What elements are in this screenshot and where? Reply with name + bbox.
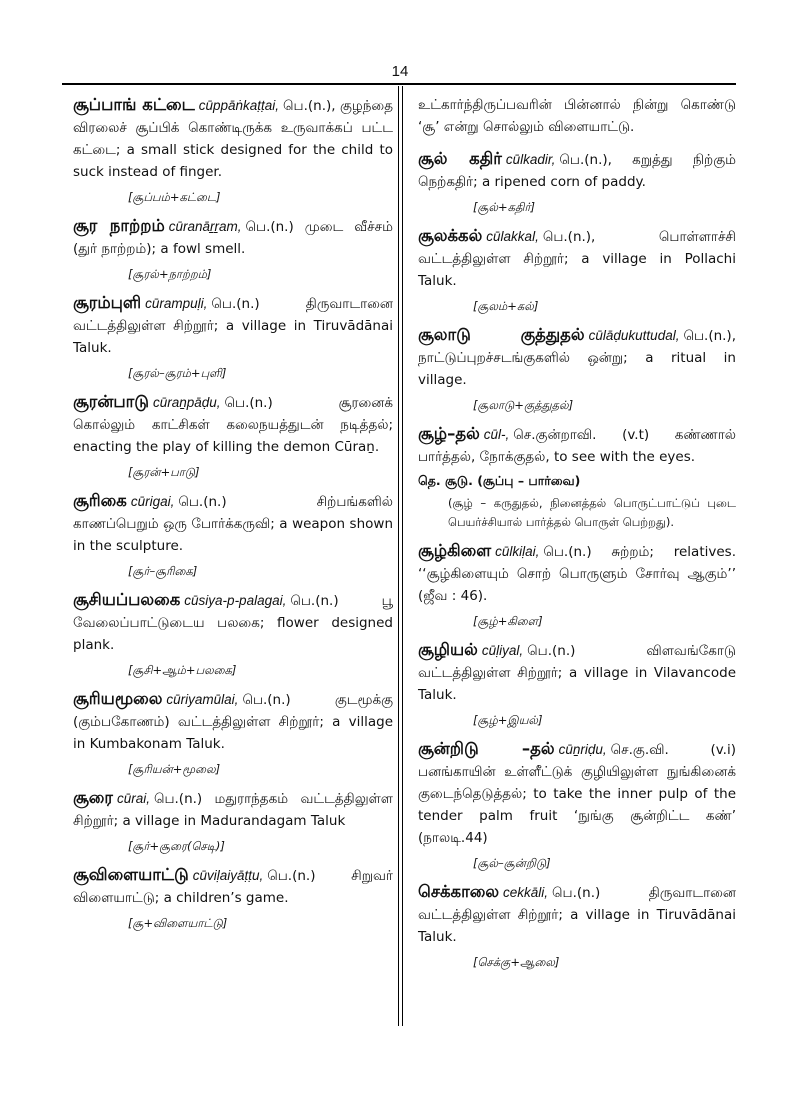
entry-transliteration: cūl-,	[483, 427, 510, 442]
entry-transliteration: cūviḷaiyāṭṭu,	[192, 868, 264, 883]
dictionary-entry	[73, 215, 393, 282]
entry-headword: சூரிகை	[73, 491, 127, 510]
entry-definition: செ.கு.வி. (v.i) பனங்காயின் உள்ளீட்டுக் குழியிலுள்ள நுங்கினைக் குடைந்தெடுத்தல்; to take the inner pulp of the tender palm fruit ‘நுங்கு சூன்றிட்ட கண்’ (நாலடி.44)	[418, 742, 736, 846]
header-rule	[62, 83, 736, 85]
entry-definition: பெ.(n.), குழந்தை விரலைச் சூப்பிக் கொண்டிருக்க உருவாக்கப் பட்ட கட்டை; a small stick designed for the child to suck instead of finger.	[73, 98, 393, 180]
entry-derivation: [சூழ்+கிளை]	[473, 614, 543, 628]
dictionary-entry-continued	[418, 94, 736, 148]
dictionary-entry	[73, 787, 393, 854]
entry-definition: பெ.(n.), நாட்டுப்புறச்சடங்குகளில் ஒன்று; a ritual in village.	[418, 328, 736, 388]
entry-definition: பெ.(n.) பூ வேலைப்பாட்டுடைய பலகை; flower designed plank.	[73, 593, 393, 653]
entry-transliteration: cūlkadir,	[505, 152, 556, 167]
entry-derivation: [சூர்–சூரிகை]	[128, 564, 198, 578]
dictionary-entry	[73, 490, 393, 579]
entry-headword: சூழியல்	[418, 640, 478, 659]
entry-headword: சூசியப்பலகை	[73, 590, 181, 609]
entry-definition: பெ.(n.) மதுராந்தகம் வட்டத்திலுள்ள சிற்றூர்; a village in Madurandagam Taluk	[73, 791, 393, 829]
entry-derivation: [சூரியன்+மூலை]	[128, 762, 221, 776]
entry-definition: பெ.(n.) சூரனைக் கொல்லும் காட்சிகள் கலைநயத்துடன் நடித்தல்; enacting the play of killing the demon Cūraṉ.	[73, 395, 393, 455]
column-divider	[398, 86, 403, 1026]
dictionary-entry	[418, 881, 736, 970]
entry-etymology-note: (சூழ் – கருதுதல், நினைத்தல் பொருட்பாட்டுப் புடை பெயர்ச்சியால் பார்த்தல் பொருள் பெற்றது).	[448, 496, 736, 529]
entry-transliteration: cekkāli,	[503, 885, 549, 900]
entry-definition: பெ.(n.) திருவாடானை வட்டத்திலுள்ள சிற்றூர்; a village in Tiruvādānai Taluk.	[418, 885, 736, 945]
entry-derivation: [சூழ்+இயல்]	[473, 713, 543, 727]
entry-transliteration: cūranāṟṟam,	[168, 219, 242, 234]
entry-headword: செக்காலை	[418, 882, 500, 901]
entry-derivation: [சூர்+சூரை(செடி)]	[128, 839, 225, 853]
entry-transliteration: cūlāḍukuttudal,	[588, 328, 680, 343]
entry-transliteration: cūṉriḍu,	[558, 742, 607, 757]
entry-derivation: [சூலம்+கல்]	[473, 299, 539, 313]
entry-headword: சூன்றிடு –தல்	[418, 739, 555, 758]
entry-transliteration: cūriyamūlai,	[166, 692, 239, 707]
entry-derivation: [சூப்பம்+கட்டை]	[128, 190, 221, 204]
entry-derivation: [செக்கு+ஆலை]	[473, 955, 560, 969]
entry-headword: சூவிளையாட்டு	[73, 865, 189, 884]
dictionary-entry	[73, 864, 393, 931]
entry-derivation: [சூரல்+நாற்றம்]	[128, 267, 212, 281]
dictionary-entry	[73, 688, 393, 777]
entry-headword: சூல் கதிர்	[418, 149, 502, 168]
entry-headword: சூரியமூலை	[73, 689, 163, 708]
entry-headword: சூப்பாங் கட்டை	[73, 95, 195, 114]
entry-derivation: [சூல்+கதிர்]	[473, 200, 535, 214]
right-column	[418, 94, 736, 980]
entry-derivation: [சூ+விளையாட்டு]	[128, 916, 228, 930]
dictionary-entry	[418, 639, 736, 728]
entry-definition: பெ.(n.) குடமூக்கு (கும்பகோணம்) வட்டத்திலுள்ள சிற்றூர்; a village in Kumbakonam Taluk.	[73, 692, 393, 752]
dictionary-entry	[418, 324, 736, 413]
dictionary-entry	[73, 292, 393, 381]
entry-transliteration: cūlakkal,	[486, 229, 539, 244]
dictionary-entry	[418, 225, 736, 314]
entry-definition: பெ.(n.) சிறுவர் விளையாட்டு; a children’s game.	[73, 868, 393, 906]
dictionary-entry	[73, 94, 393, 205]
entry-transliteration: cūraṉpāḍu,	[152, 395, 221, 410]
entry-transliteration: cūḷiyal,	[481, 643, 524, 658]
entry-transliteration: cūrigai,	[130, 494, 175, 509]
entry-headword: சூலக்கல்	[418, 226, 483, 245]
entry-transliteration: cūlkiḷai,	[495, 544, 540, 559]
dictionary-entry	[418, 423, 736, 532]
entry-definition: பெ.(n.) விளவங்கோடு வட்டத்திலுள்ள சிற்றூர்; a village in Vilavancode Taluk.	[418, 643, 736, 703]
dictionary-entry	[418, 148, 736, 215]
entry-derivation: [சூசி+ஆம்+பலகை]	[128, 663, 237, 677]
entry-cognate-note: தெ. சூடு. (சூப்பு – பார்வை)	[418, 473, 581, 488]
entry-definition: செ.குன்றாவி. (v.t) கண்ணால் பார்த்தல், நோக்குதல், to see with the eyes.	[418, 427, 736, 465]
entry-headword: சூழ்–தல்	[418, 424, 480, 443]
entry-headword: சூரன்பாடு	[73, 392, 149, 411]
entry-transliteration: cūrai,	[116, 791, 150, 806]
entry-derivation: [சூரன்+பாடு]	[128, 465, 200, 479]
entry-derivation: [சூலாடு+குத்துதல்]	[473, 398, 574, 412]
entry-headword: சூரை	[73, 788, 113, 807]
entry-definition: உட்கார்ந்திருப்பவரின் பின்னால் நின்று கொண்டு ‘சூ’ என்று சொல்லும் விளையாட்டு.	[418, 97, 736, 135]
entry-definition: பெ.(n.) முடை வீச்சம் (துர் நாற்றம்); a fowl smell.	[73, 219, 393, 257]
entry-transliteration: cūppāṅkaṭṭai,	[198, 98, 280, 113]
entry-transliteration: cūsiya-p-palagai,	[184, 593, 287, 608]
entry-headword: சூர நாற்றம்	[73, 216, 165, 235]
left-column	[73, 94, 393, 941]
entry-derivation: [சூல்–சூன்றிடு]	[473, 856, 551, 870]
entry-definition: பெ.(n.) சுற்றம்; relatives. ‘‘சூழ்கிளையும் சொற் பொருளும் சோர்வு ஆகும்’’ (ஜீவ : 46).	[418, 544, 736, 604]
page-number: 14	[391, 63, 409, 80]
entry-headword: சூலாடு குத்துதல்	[418, 325, 585, 344]
dictionary-entry	[73, 589, 393, 678]
entry-definition: பெ.(n.) திருவாடானை வட்டத்திலுள்ள சிற்றூர்; a village in Tiruvādānai Taluk.	[73, 296, 393, 356]
entry-transliteration: cūrampuḷi,	[145, 296, 208, 311]
entry-definition: பெ.(n.), கறுத்து நிற்கும் நெற்கதிர்; a ripened corn of paddy.	[418, 152, 736, 190]
entry-headword: சூரம்புளி	[73, 293, 142, 312]
entry-definition: பெ.(n.) சிற்பங்களில் காணப்பெறும் ஒரு போர்க்கருவி; a weapon shown in the sculpture.	[73, 494, 393, 554]
dictionary-entry	[418, 738, 736, 871]
entry-derivation: [சூரல்–சூரம்+புளி]	[128, 366, 227, 380]
dictionary-entry	[418, 540, 736, 629]
entry-headword: சூழ்கிளை	[418, 541, 492, 560]
entry-definition: பெ.(n.), பொள்ளாச்சி வட்டத்திலுள்ள சிற்றூர்; a village in Pollachi Taluk.	[418, 229, 736, 289]
dictionary-entry	[73, 391, 393, 480]
